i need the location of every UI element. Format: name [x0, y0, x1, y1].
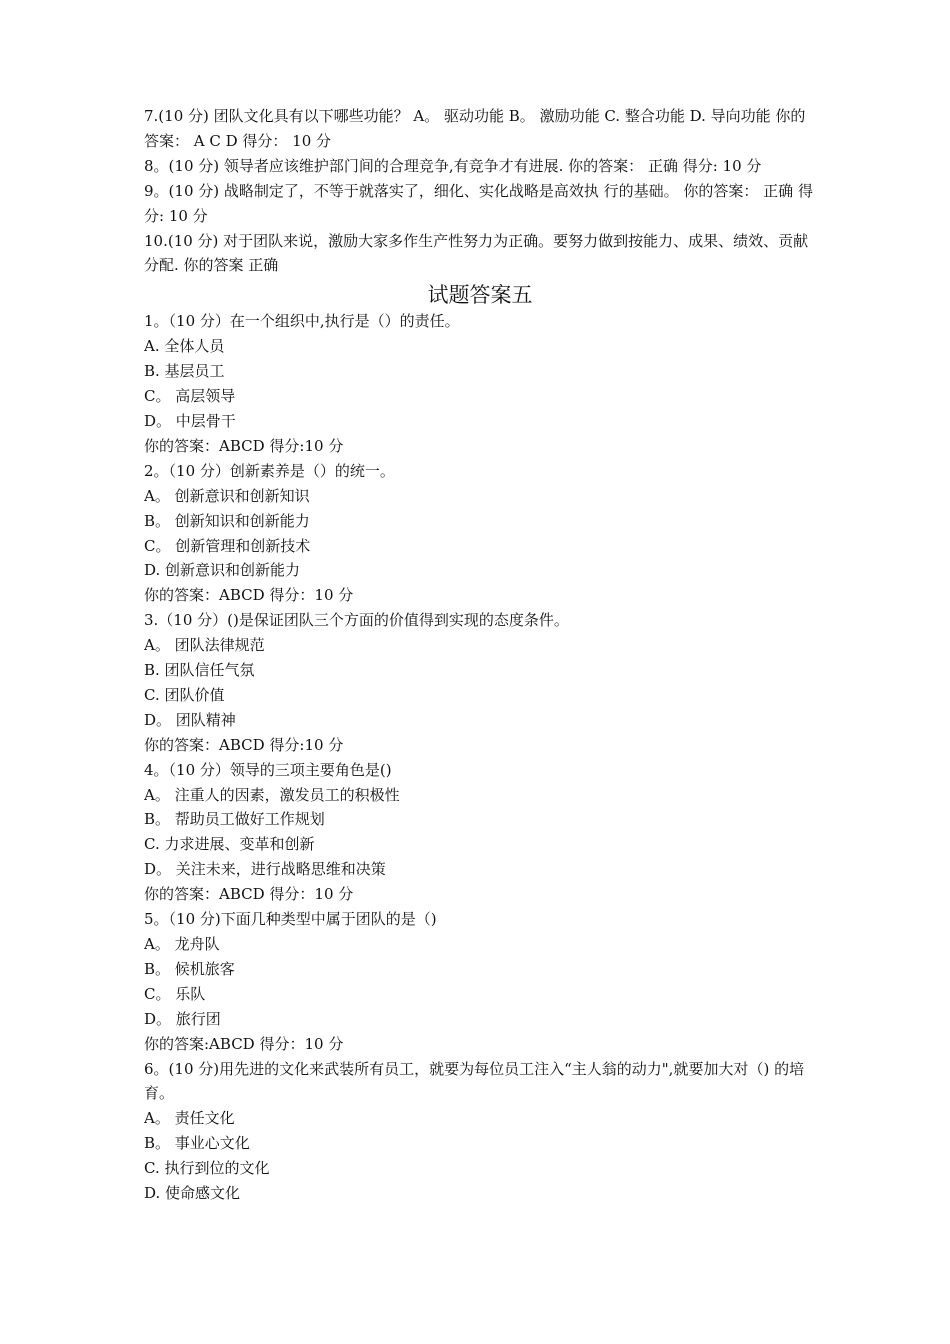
question-7-text: 7.(10 分) 团队文化具有以下哪些功能？ A。 驱动功能 B。 激励功能 C. 整合功能 D. 导向功能 你的答案： A C D 得分： 10 分: [144, 107, 806, 150]
option-a: A。 创新意识和创新知识: [144, 486, 310, 505]
answer-line: 你的答案：ABCD 得分:10 分: [144, 436, 344, 455]
question-stem: 5。（10 分)下面几种类型中属于团队的是（): [144, 910, 437, 929]
section-title: 试题答案五: [427, 283, 533, 308]
question-block: [144, 1057, 816, 1206]
option-a: A。 注重人的因素，激发员工的积极性: [144, 785, 400, 804]
answer-line: 你的答案：ABCD 得分：10 分: [144, 885, 354, 904]
question-stem: 6。(10 分)用先进的文化来武装所有员工，就要为每位员工注入“主人翁的动力",就要加大对（) 的培育。: [144, 1059, 805, 1103]
question-block: [144, 608, 816, 757]
question-stem: 4。（10 分）领导的三项主要角色是(): [144, 760, 392, 779]
question-stem: 3.（10 分）()是保证团队三个方面的价值得到实现的态度条件。: [144, 611, 569, 630]
option-a: A。 龙舟队: [144, 935, 220, 953]
option-b: B。 创新知识和创新能力: [144, 511, 310, 530]
option-b: B. 基层员工: [144, 362, 225, 381]
option-b: B。 事业心文化: [144, 1134, 250, 1153]
answer-line: 你的答案:ABCD 得分：10 分: [144, 1034, 344, 1053]
option-c: C. 团队价值: [144, 685, 225, 704]
question-block: [144, 907, 816, 1056]
question-stem: 2。（10 分）创新素养是（）的统一。: [144, 461, 395, 480]
question-block: [144, 758, 816, 907]
question-10-text: 10.(10 分) 对于团队来说，激励大家多作生产性努力为正确。要努力做到按能力、成果、绩效、贡献分配. 你的答案 正确: [144, 231, 809, 275]
option-d: D。 团队精神: [144, 710, 236, 729]
option-c: C。 高层领导: [144, 387, 236, 406]
answer-line: 你的答案：ABCD 得分：10 分: [144, 586, 354, 605]
answer-line: 你的答案：ABCD 得分:10 分: [144, 735, 344, 754]
option-d: D。 中层骨干: [144, 411, 236, 430]
option-a: A. 全体人员: [144, 337, 225, 356]
question-stem: 1。（10 分）在一个组织中,执行是（）的责任。: [144, 312, 460, 331]
question-8-text: 8。(10 分) 领导者应该维护部门间的合理竞争,有竞争才有进展. 你的答案： 正确 得分: 10 分: [144, 156, 762, 175]
option-c: C。 创新管理和创新技术: [144, 536, 311, 555]
option-d: D. 创新意识和创新能力: [144, 561, 301, 580]
option-c: C. 力求进展、变革和创新: [144, 835, 315, 854]
option-c: C。 乐队: [144, 984, 206, 1003]
option-b: B. 团队信任气氛: [144, 661, 255, 680]
question-block: [144, 309, 816, 458]
option-b: B。 候机旅客: [144, 959, 235, 978]
option-d: D. 使命感文化: [144, 1184, 241, 1203]
option-a: A。 团队法律规范: [144, 636, 265, 655]
option-b: B。 帮助员工做好工作规划: [144, 810, 325, 829]
option-d: D。 关注未来，进行战略思维和决策: [144, 860, 386, 879]
option-d: D。 旅行团: [144, 1009, 221, 1028]
question-9-text: 9。(10 分) 战略制定了，不等于就落实了，细化、实化战略是高效执 行的基础。 你的答案： 正确 得分: 10 分: [144, 181, 813, 225]
option-c: C. 执行到位的文化: [144, 1159, 270, 1178]
question-block: [144, 459, 816, 608]
option-a: A。 责任文化: [144, 1109, 235, 1128]
document-body: [144, 104, 816, 1206]
